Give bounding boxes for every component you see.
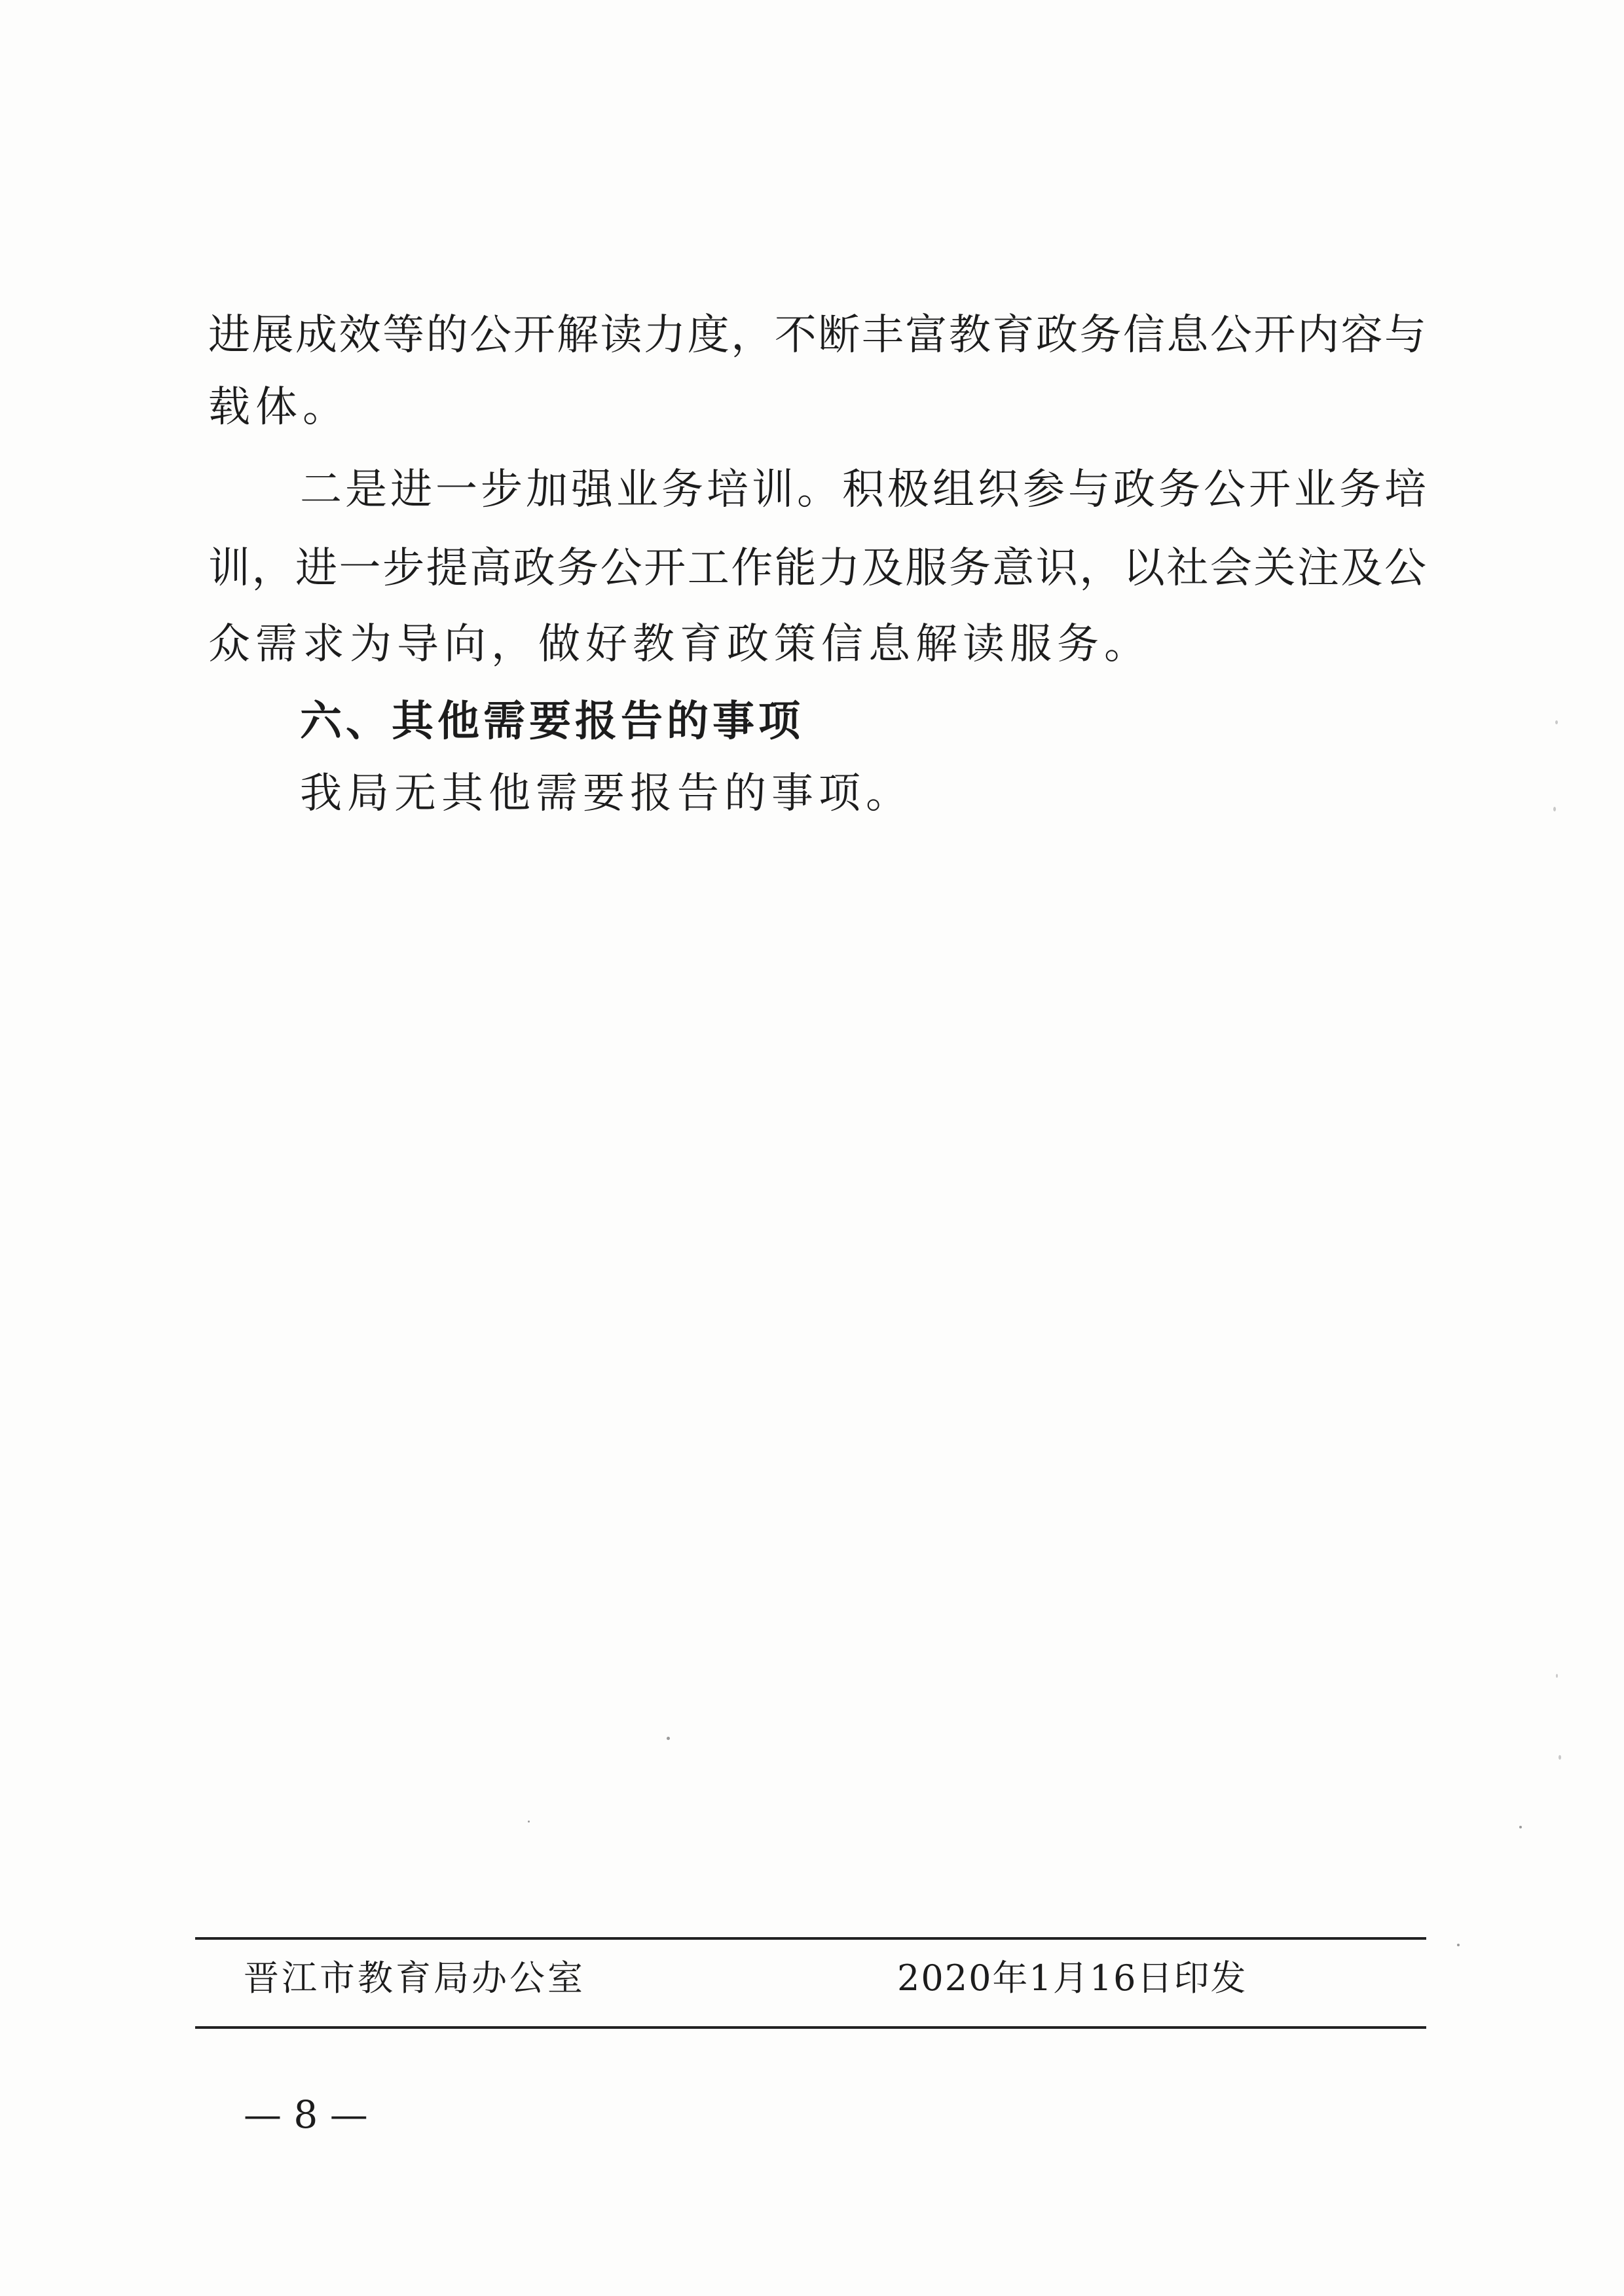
body-text-line: 众需求为导向，做好教育政策信息解读服务。 xyxy=(208,620,1151,669)
section-text: 我局无其他需要报告的事项。 xyxy=(300,769,913,818)
issuer-name: 晋江市教育局办公室 xyxy=(244,1957,585,1999)
scan-speck xyxy=(667,1737,670,1740)
section-heading: 六、其他需要报告的事项 xyxy=(300,697,804,746)
issue-date: 2020年1月16日印发 xyxy=(897,1957,1247,1999)
scan-speck xyxy=(1553,807,1556,811)
scan-speck xyxy=(528,1821,530,1823)
footer-bottom-rule xyxy=(195,2026,1426,2029)
footer-top-rule xyxy=(195,1937,1426,1940)
scan-speck xyxy=(1555,720,1558,724)
scan-speck xyxy=(1556,1674,1558,1678)
scan-speck xyxy=(1457,1944,1460,1946)
scan-speck xyxy=(1559,1755,1561,1760)
scan-speck xyxy=(1519,1826,1522,1828)
page-number: — 8 — xyxy=(244,2092,368,2137)
body-text-line: 训，进一步提高政务公开工作能力及服务意识，以社会关注及公 xyxy=(208,544,1426,593)
body-text-line: 进展成效等的公开解读力度，不断丰富教育政务信息公开内容与 xyxy=(208,311,1426,360)
body-text-line: 载体。 xyxy=(208,383,350,432)
paragraph-first-line: 二是进一步加强业务培训。积极组织参与政务公开业务培 xyxy=(300,466,1426,514)
